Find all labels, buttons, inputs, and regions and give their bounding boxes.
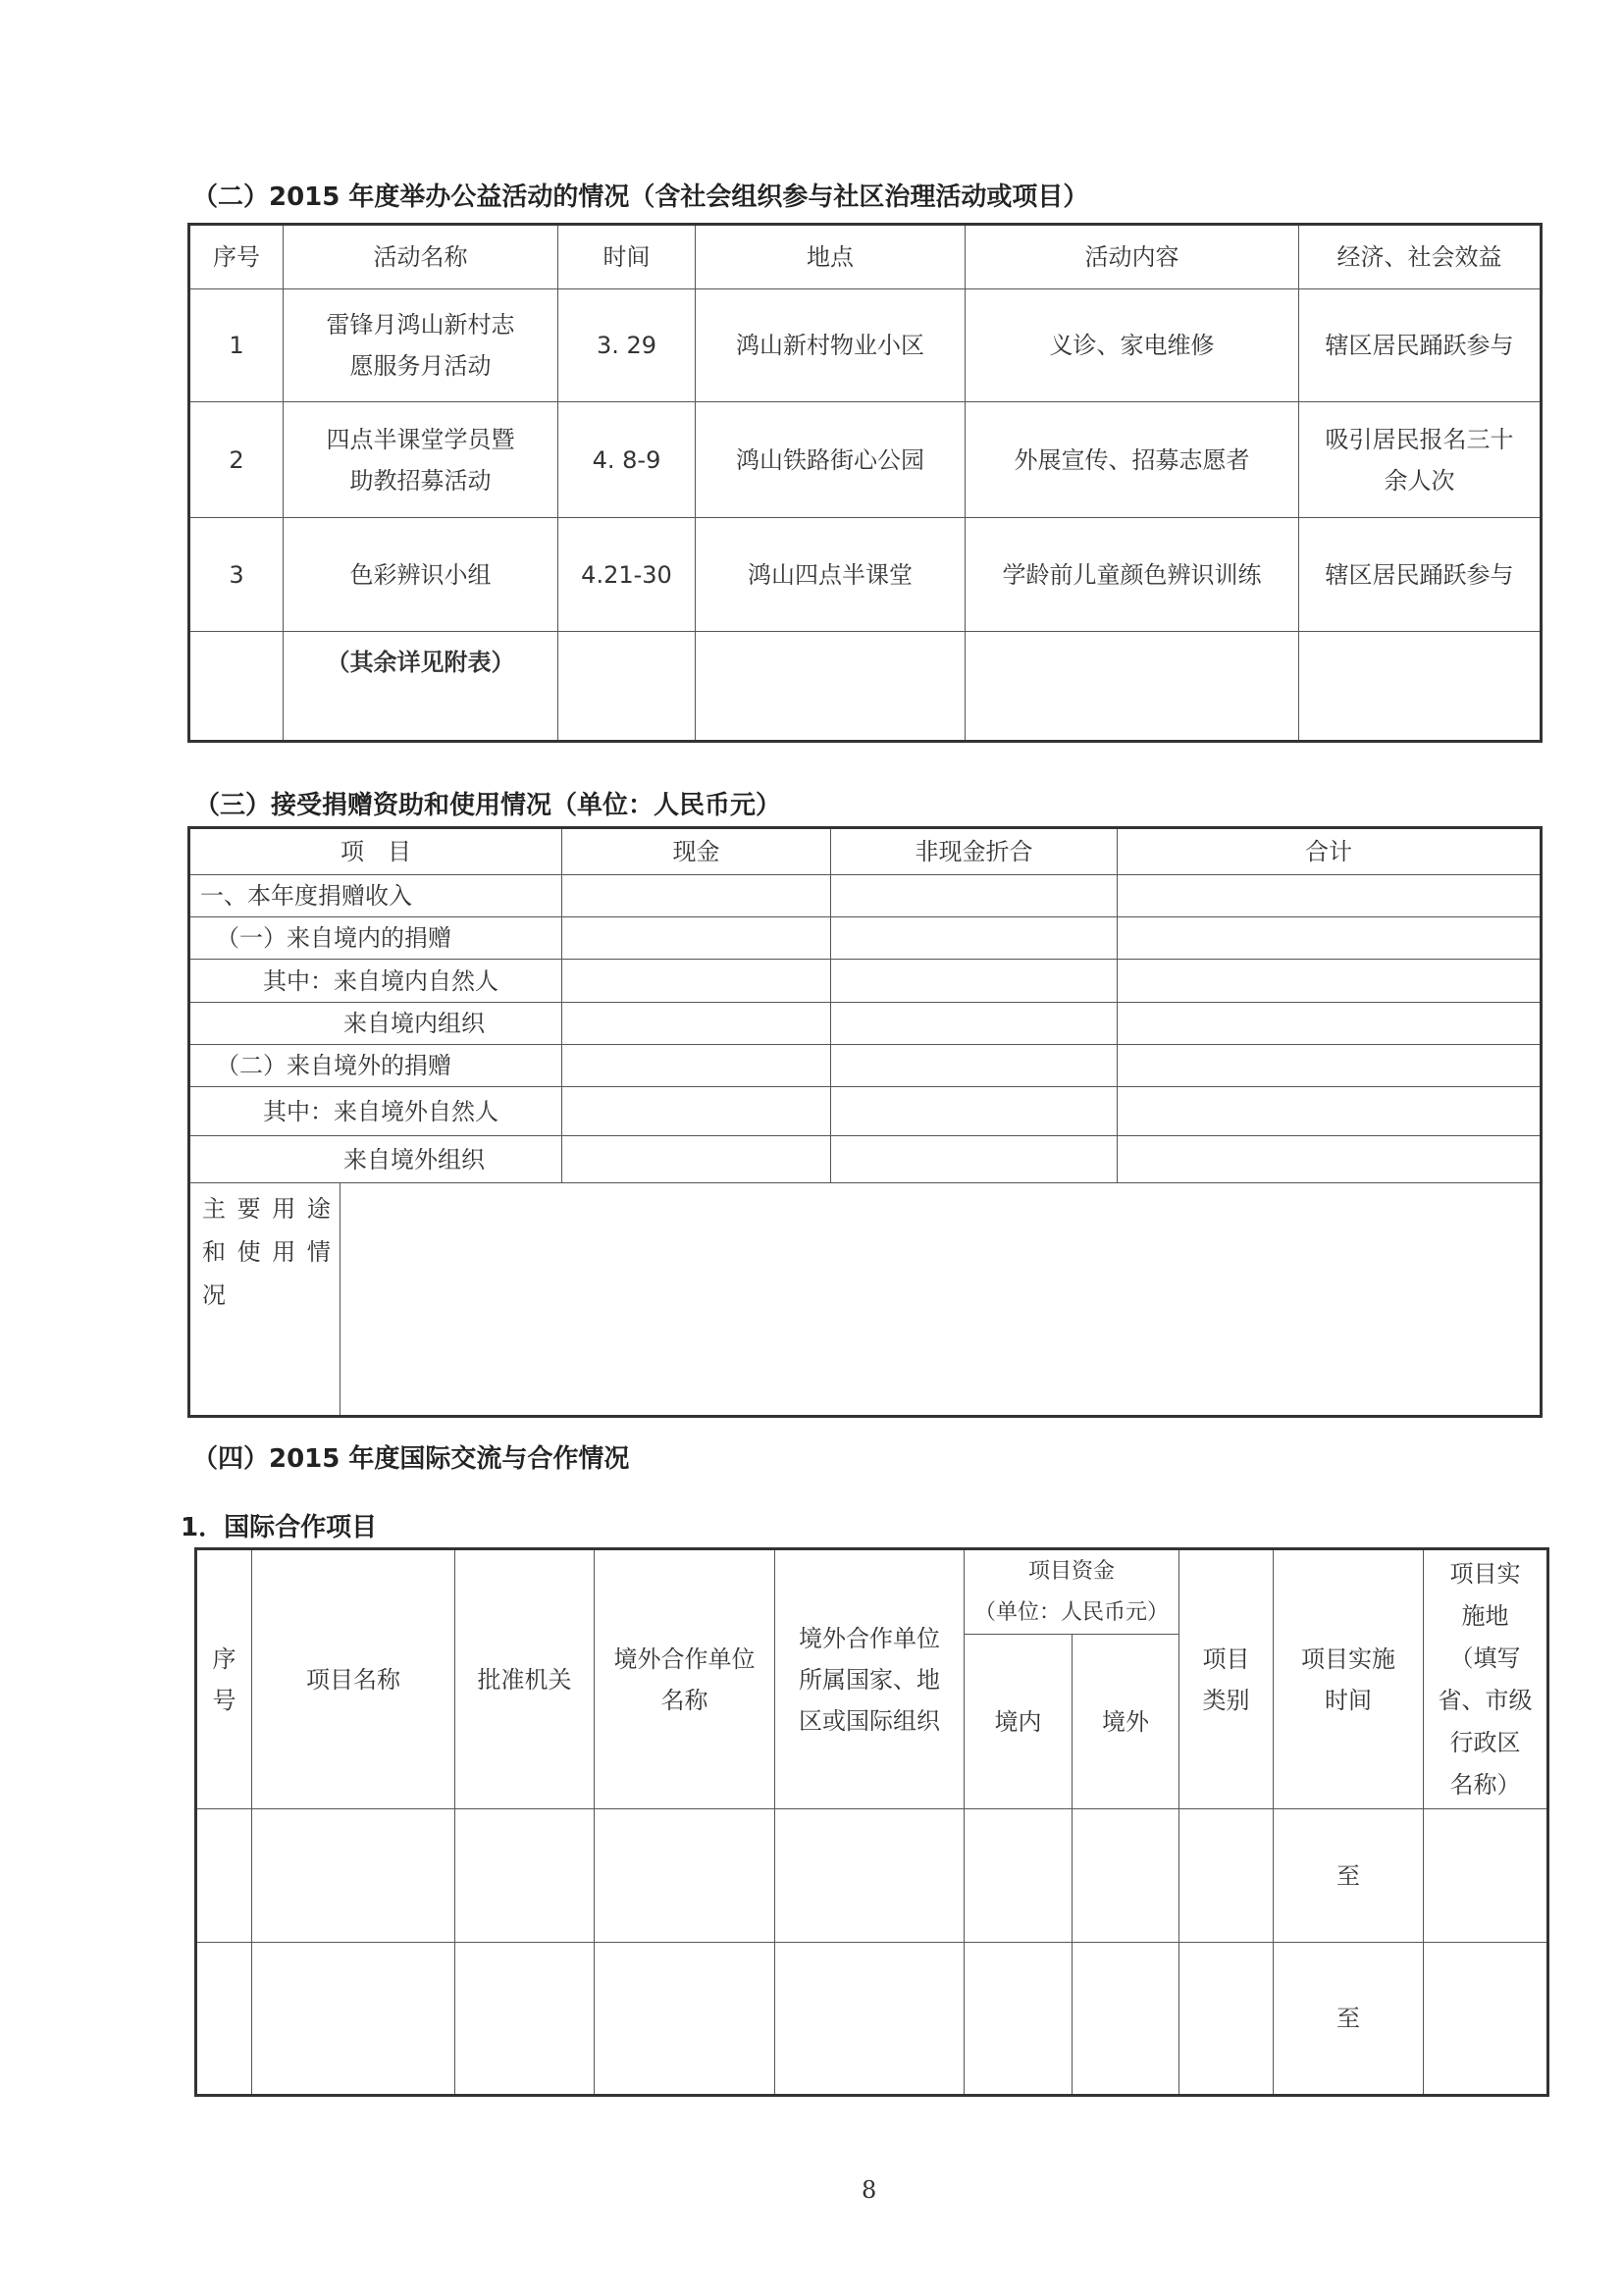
table-header-row [196, 1549, 1548, 1635]
header-period-line: 时间 [1325, 1686, 1373, 1714]
usage-label-line: 主 要 用 途 [202, 1195, 333, 1223]
table-row-note [189, 632, 1542, 742]
section3-title: （三）接受捐赠资助和使用情况（单位：人民币元） [194, 791, 782, 820]
table-row [189, 1087, 1542, 1136]
header-total: 合计 [1118, 828, 1542, 875]
table-row [196, 1943, 1548, 2096]
header-category-line: 类别 [1202, 1686, 1250, 1714]
header-fund-line: （单位：人民币元） [974, 1599, 1170, 1625]
table-row [189, 518, 1542, 632]
table-header-row [189, 225, 1542, 289]
header-no-line: 序 [212, 1644, 236, 1673]
header-benefit: 经济、社会效益 [1299, 225, 1542, 289]
header-country-line: 所属国家、地 [799, 1665, 940, 1694]
usage-label-line: 和 使 用 情 [202, 1238, 333, 1266]
header-location-line: 省、市级 [1438, 1686, 1533, 1714]
header-partner-name [595, 1549, 775, 1809]
row-no: 3 [189, 518, 284, 632]
header-fund-foreign: 境外 [1073, 1635, 1179, 1809]
row-benefit-line: 吸引居民报名三十 [1325, 425, 1514, 453]
header-period-line: 项目实施 [1301, 1644, 1396, 1673]
table-row [196, 1809, 1548, 1943]
header-project-name: 项目名称 [252, 1549, 455, 1809]
row-time: 3. 29 [558, 289, 696, 402]
row-no: 1 [189, 289, 284, 402]
row-benefit [1299, 402, 1542, 518]
usage-label [189, 1183, 340, 1417]
header-category [1179, 1549, 1274, 1809]
row-label: （一）来自境内的捐赠 [189, 917, 562, 960]
row-name-line: 四点半课堂学员暨 [326, 425, 515, 453]
row-name [284, 402, 558, 518]
section4-title: （四）2015 年度国际交流与合作情况 [192, 1444, 630, 1474]
header-content: 活动内容 [966, 225, 1299, 289]
row-place: 鸿山铁路街心公园 [696, 402, 966, 518]
table-row [189, 960, 1542, 1003]
table-row [189, 1136, 1542, 1183]
header-location [1424, 1549, 1548, 1809]
section2-title: （二）2015 年度举办公益活动的情况（含社会组织参与社区治理活动或项目） [192, 183, 1089, 212]
header-cash: 现金 [562, 828, 831, 875]
header-project-fund [965, 1549, 1179, 1635]
row-content: 学龄前儿童颜色辨识训练 [966, 518, 1299, 632]
header-time: 时间 [558, 225, 696, 289]
header-name: 活动名称 [284, 225, 558, 289]
row-name-line: 助教招募活动 [349, 466, 492, 495]
note-more-in-appendix: （其余详见附表） [284, 632, 558, 742]
row-no: 2 [189, 402, 284, 518]
header-category-line: 项目 [1202, 1644, 1250, 1673]
row-label: 来自境内组织 [189, 1003, 562, 1045]
row-benefit: 辖区居民踊跃参与 [1299, 289, 1542, 402]
row-benefit: 辖区居民踊跃参与 [1299, 518, 1542, 632]
table-row [189, 402, 1542, 518]
usage-content [340, 1183, 1542, 1417]
row-content: 义诊、家电维修 [966, 289, 1299, 402]
header-location-line: 行政区 [1449, 1728, 1521, 1756]
header-fund-domestic: 境内 [965, 1635, 1073, 1809]
row-content: 外展宣传、招募志愿者 [966, 402, 1299, 518]
table-row [189, 289, 1542, 402]
usage-label-line: 况 [202, 1281, 228, 1309]
header-location-line: （填写 [1449, 1644, 1521, 1672]
table-row [189, 875, 1542, 917]
activities-table [187, 223, 1543, 743]
row-place: 鸿山新村物业小区 [696, 289, 966, 402]
header-no [196, 1549, 252, 1809]
row-label: 其中：来自境外自然人 [189, 1087, 562, 1136]
row-label: （二）来自境外的捐赠 [189, 1045, 562, 1087]
header-partner-line: 名称 [660, 1686, 708, 1714]
header-place: 地点 [696, 225, 966, 289]
table-row [189, 1045, 1542, 1087]
header-location-line: 项目实 [1449, 1559, 1521, 1588]
header-item: 项 目 [189, 828, 562, 875]
row-time: 4.21-30 [558, 518, 696, 632]
row-name-line: 愿服务月活动 [349, 352, 492, 380]
header-partner-country [775, 1549, 965, 1809]
header-fund-line: 项目资金 [1028, 1558, 1116, 1584]
header-partner-line: 境外合作单位 [613, 1644, 756, 1673]
table-header-row [189, 828, 1542, 875]
row-time: 4. 8-9 [558, 402, 696, 518]
row-name: 色彩辨识小组 [284, 518, 558, 632]
row-name [284, 289, 558, 402]
row-label: 一、本年度捐赠收入 [189, 875, 562, 917]
header-noncash: 非现金折合 [831, 828, 1118, 875]
table-row [189, 917, 1542, 960]
header-country-line: 境外合作单位 [799, 1624, 940, 1652]
section4-subtitle: 1．国际合作项目 [181, 1513, 378, 1542]
row-period: 至 [1274, 1809, 1424, 1943]
row-label: 来自境外组织 [189, 1136, 562, 1183]
page-number: 8 [862, 2176, 877, 2204]
table-row [189, 1003, 1542, 1045]
header-location-line: 施地 [1461, 1601, 1509, 1630]
header-no-line: 号 [212, 1686, 236, 1714]
row-benefit-line: 余人次 [1384, 466, 1455, 495]
header-location-line: 名称） [1449, 1770, 1521, 1799]
row-period: 至 [1274, 1943, 1424, 2096]
row-place: 鸿山四点半课堂 [696, 518, 966, 632]
row-label: 其中：来自境内自然人 [189, 960, 562, 1003]
header-period [1274, 1549, 1424, 1809]
donations-table [187, 826, 1543, 1418]
header-no: 序号 [189, 225, 284, 289]
header-approver: 批准机关 [455, 1549, 595, 1809]
intl-projects-table [194, 1547, 1549, 2097]
row-name-line: 雷锋月鸿山新村志 [326, 311, 515, 339]
usage-row [189, 1183, 1542, 1417]
header-country-line: 区或国际组织 [799, 1706, 940, 1735]
